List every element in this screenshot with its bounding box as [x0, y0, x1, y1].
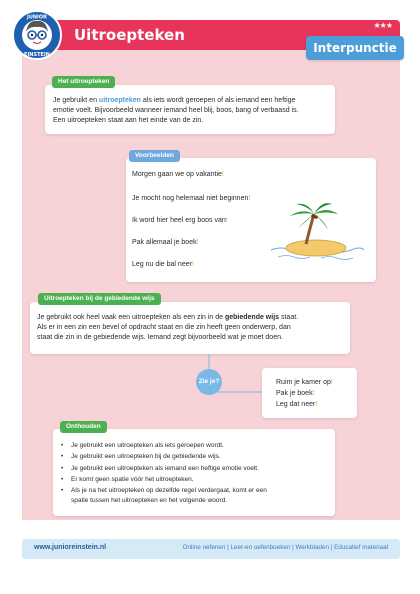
remember-item: • Je gebruikt een uitroepteken als iemand een heftige emotie voelt. [57, 464, 333, 474]
remember-item: • Als je na het uitroepteken op dezelfde regel verdergaat, komt er een spatie tussen het uitroepteken en het volgende woord. [57, 486, 333, 506]
imperative-example-3: Leg dat neer! [276, 401, 318, 408]
imperative-example-2: Pak je boek! [276, 390, 315, 397]
remember-item: • Je gebruikt een uitroepteken als iets geroepen wordt. [57, 441, 333, 451]
explanation-line-1: Je gebruikt en uitroepteken als iets wordt geroepen of als iemand een heftige [53, 97, 296, 104]
example-3: Ik word hier heel erg boos van! [132, 217, 228, 224]
section-label-voorbeelden: Voorbeelden [129, 150, 180, 162]
imperative-examples-card [262, 368, 357, 418]
explanation-line-2: emotie voelt. Bijvoorbeeld wanneer iemand heel blij, boos, bang of verbaasd is. [53, 107, 299, 114]
difficulty-stars: ★★★ [373, 21, 392, 30]
remember-item: • Er komt geen spatie vóór het uitroepteken. [57, 475, 333, 485]
section-label-gebiedende-wijs: Uitroepteken bij de gebiedende wijs [38, 293, 161, 305]
footer-links[interactable]: Online oefenen | Leer-en oefenboeken | Werkbladen | Educatief materiaal [182, 544, 388, 551]
section-label-het-uitroepteken: Het uitroepteken [52, 76, 115, 88]
imperative-line-3: staat die zin in de gebiedende wijs. Iemand zegt bijvoorbeeld wat je moet doen. [37, 334, 283, 341]
zie-je-bubble: Zie je? [196, 369, 222, 395]
website-link[interactable]: www.junioreinstein.nl [34, 544, 107, 551]
example-4: Pak allemaal je boek! [132, 239, 199, 246]
imperative-example-1: Ruim je kamer op! [276, 379, 333, 386]
topic-tab: Interpunctie [306, 36, 404, 60]
example-5: Leg nu die bal neer! [132, 261, 194, 268]
explanation-line-3: Een uitroepteken staat aan het einde van de zin. [53, 117, 204, 124]
imperative-line-1: Je gebruikt ook heel vaak een uitroepteken als een zin in de gebiedende wijs staat. [37, 314, 299, 321]
imperative-line-2: Als er in een zin een bevel of opdracht staat en die zin heeft geen onderwerp, dan [37, 324, 291, 331]
svg-text:JUNIOR: JUNIOR [26, 14, 48, 21]
example-2: Je mocht nog helemaal niet beginnen! [132, 195, 251, 202]
example-1: Morgen gaan we op vakantie! [132, 171, 224, 178]
svg-text:EINSTEIN: EINSTEIN [24, 52, 50, 58]
page-title: Uitroepteken [74, 26, 185, 44]
remember-card [53, 429, 335, 516]
footer-bar [22, 539, 400, 559]
section-label-onthouden: Onthouden [60, 421, 107, 433]
remember-item: • Je gebruikt een uitroepteken bij de gebiedende wijs. [57, 452, 333, 462]
